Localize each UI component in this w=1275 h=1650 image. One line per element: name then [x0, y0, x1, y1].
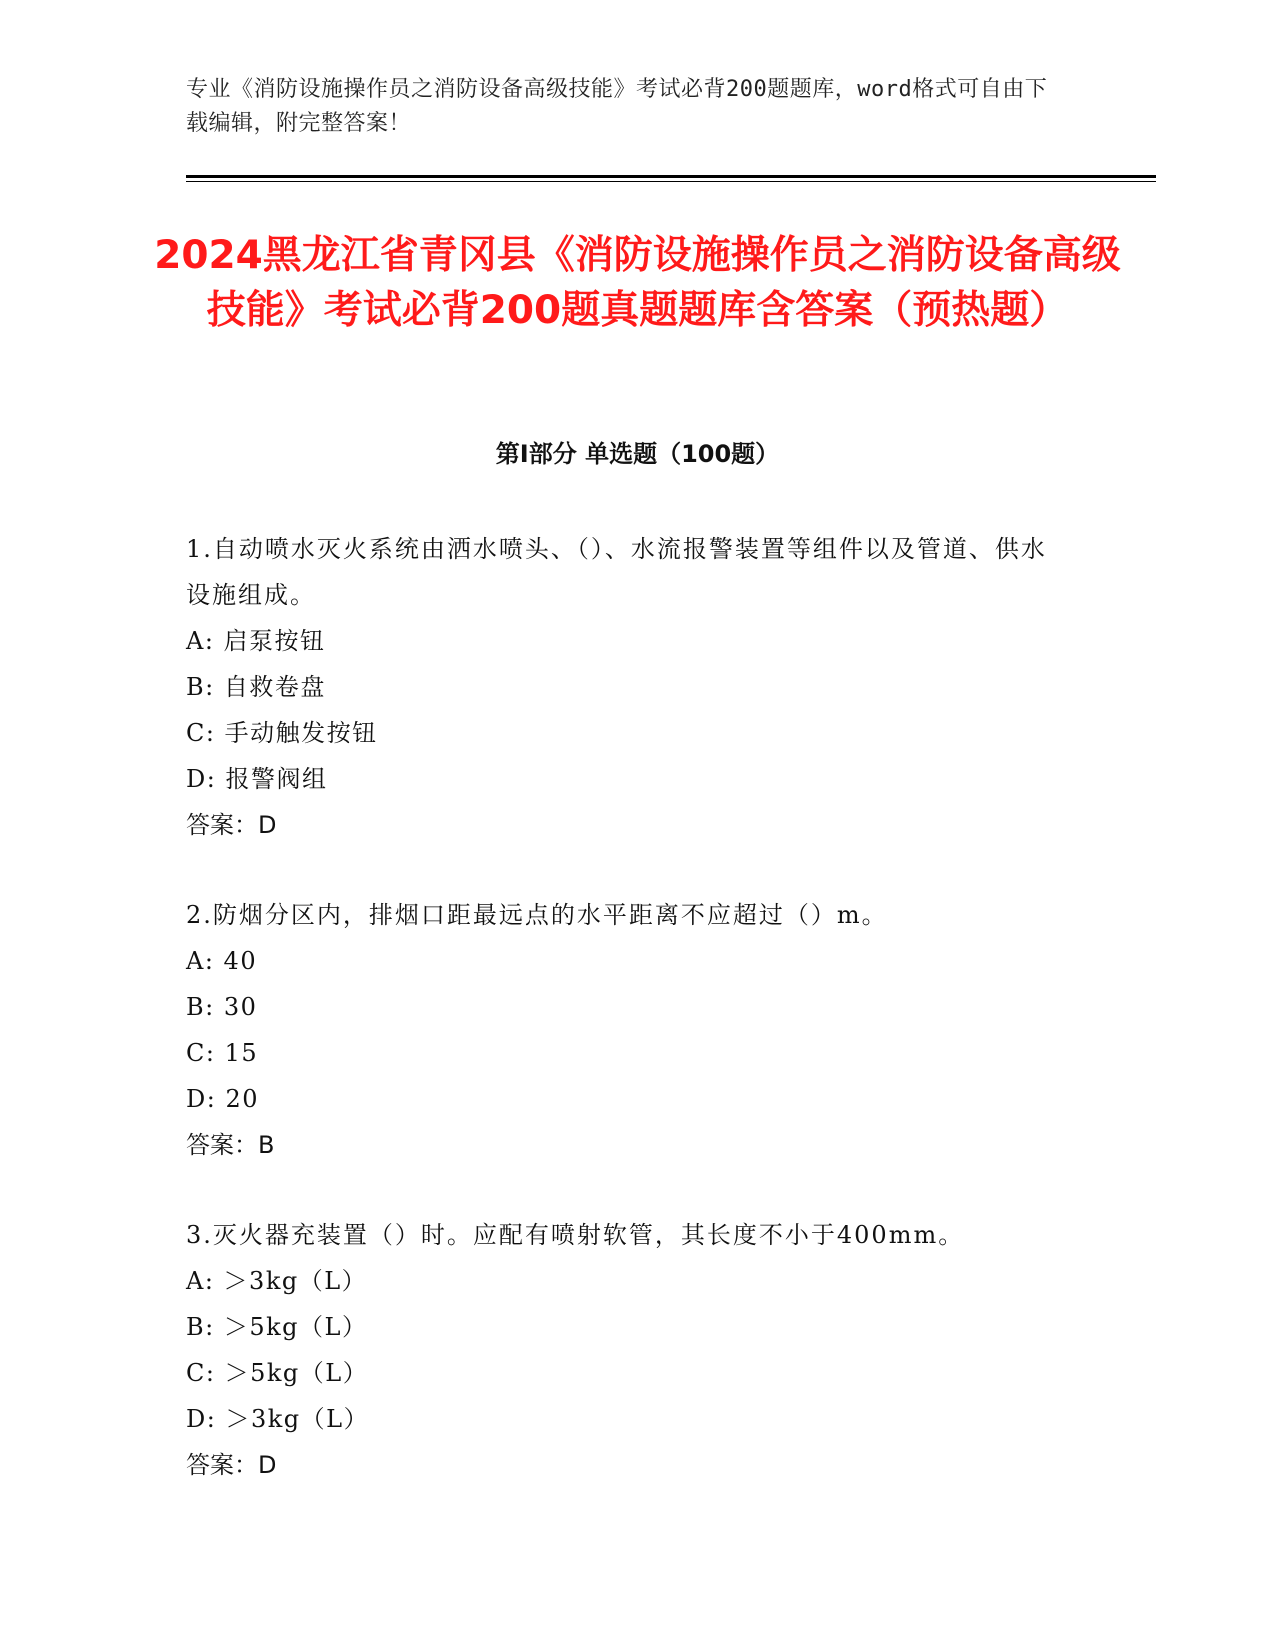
option-c: C: ＞5kg（L）	[186, 1359, 369, 1387]
option-d: D: ＞3kg（L）	[186, 1405, 370, 1433]
document-title: 2024黑龙江省青冈县《消防设施操作员之消防设备高级技能》考试必背200题真题题库含答案（预热题）	[154, 233, 1121, 333]
header-divider-thick	[186, 175, 1156, 178]
option-d: D: 20	[186, 1085, 259, 1113]
question-stem: 3.灭火器充装置（）时。应配有喷射软管，其长度不小于400mm。	[186, 1221, 965, 1249]
option-d: D: 报警阀组	[186, 765, 328, 793]
question-item	[186, 892, 1066, 1168]
option-a: A: ＞3kg（L）	[186, 1267, 368, 1295]
option-b: B: 30	[186, 993, 258, 1021]
answer-line: 答案：D	[186, 1451, 277, 1479]
answer-line: 答案：D	[186, 811, 277, 839]
option-a: A: 40	[186, 947, 258, 975]
question-item	[186, 1212, 1066, 1488]
option-c: C: 手动触发按钮	[186, 719, 378, 747]
question-item	[186, 526, 1066, 848]
option-b: B: 自救卷盘	[186, 673, 326, 701]
section-title: 第Ⅰ部分 单选题（100题）	[495, 440, 780, 468]
option-b: B: ＞5kg（L）	[186, 1313, 368, 1341]
option-c: C: 15	[186, 1039, 259, 1067]
answer-line: 答案：B	[186, 1131, 275, 1159]
question-list	[186, 526, 1066, 1532]
option-a: A: 启泵按钮	[186, 627, 326, 655]
question-stem: 1.自动喷水灭火系统由洒水喷头、（）、水流报警装置等组件以及管道、供水设施组成。	[186, 535, 1047, 609]
question-stem: 2.防烟分区内，排烟口距最远点的水平距离不应超过（）m。	[186, 901, 888, 929]
header-note: 专业《消防设施操作员之消防设备高级技能》考试必背200题题库，word格式可自由下载编辑，附完整答案！	[186, 77, 1048, 136]
header-divider-thin	[186, 181, 1156, 182]
